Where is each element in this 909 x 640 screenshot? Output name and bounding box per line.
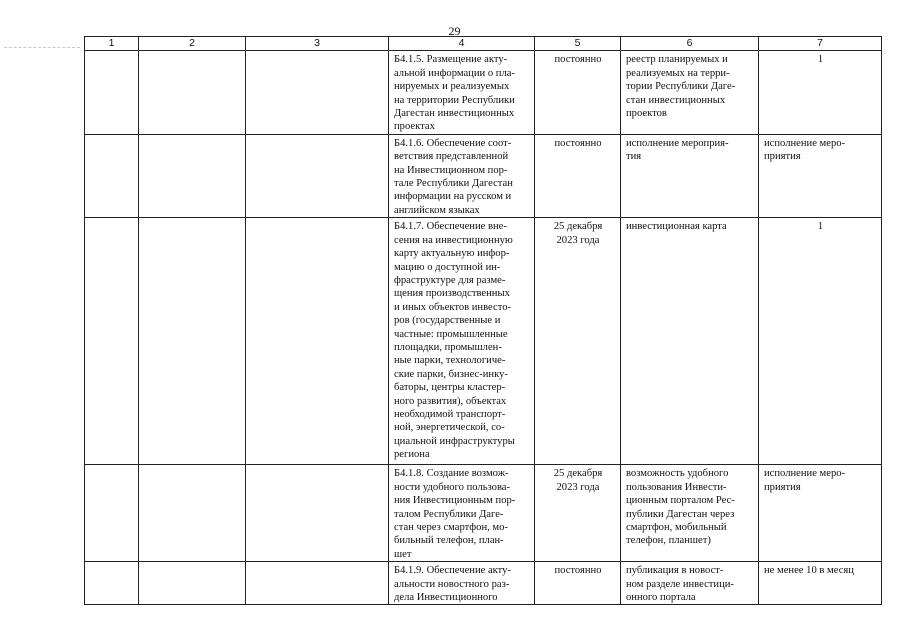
cell-empty: [85, 134, 139, 217]
measure-cell: Б4.1.5. Размещение акту- альной информации о пла- нируемых и реализуемых на территории Республики Дагестан инвестиционных проектах: [389, 51, 535, 134]
cell-empty: [246, 134, 389, 217]
cell-empty: [139, 562, 246, 605]
indicator-cell: исполнение меро- приятия: [759, 465, 882, 562]
measure-cell: Б4.1.8. Создание возмож- ности удобного пользова- ния Инвестиционным пор- талом Республики Даге- стан через смартфон, мо- бильный телефон, план- шет: [389, 465, 535, 562]
result-cell: публикация в новост- ном разделе инвестици- онного портала: [621, 562, 759, 605]
cell-empty: [139, 51, 246, 134]
measure-cell: Б4.1.6. Обеспечение соот- ветствия представленной на Инвестиционном пор- тале Республики Дагестан информации на русском и английском языках: [389, 134, 535, 217]
indicator-cell: 1: [759, 51, 882, 134]
cell-empty: [85, 465, 139, 562]
indicator-cell: исполнение меро- приятия: [759, 134, 882, 217]
measure-cell: Б4.1.7. Обеспечение вне- сения на инвестиционную карту актуальную инфор- мацию о доступной ин- фраструктуре для разме- щения производственных и иных объектов инвесто- ров (государственные и частные: промышленные площадки, промышлен- ные парки, технологиче- ские парки, бизнес-инку- баторы, центры кластер- ного развития), объектах необходимой транспорт- ной, энергетической, со- циальной инфраструктуры региона: [389, 218, 535, 465]
plan-table: [84, 36, 882, 605]
table-row: [85, 218, 882, 465]
cell-empty: [246, 562, 389, 605]
page-edge-marks: [4, 47, 80, 50]
deadline-cell: 25 декабря 2023 года: [535, 465, 621, 562]
cell-empty: [246, 51, 389, 134]
table-row: [85, 51, 882, 134]
column-header: 4: [389, 37, 535, 51]
cell-empty: [85, 218, 139, 465]
cell-empty: [85, 562, 139, 605]
table-row: [85, 134, 882, 217]
indicator-cell: не менее 10 в месяц: [759, 562, 882, 605]
indicator-cell: 1: [759, 218, 882, 465]
result-cell: исполнение мероприя- тия: [621, 134, 759, 217]
cell-empty: [246, 465, 389, 562]
deadline-cell: постоянно: [535, 562, 621, 605]
cell-empty: [85, 51, 139, 134]
measure-cell: Б4.1.9. Обеспечение акту- альности новостного раз- дела Инвестиционного: [389, 562, 535, 605]
result-cell: реестр планируемых и реализуемых на терри- тории Республики Даге- стан инвестиционных проектов: [621, 51, 759, 134]
table-row: [85, 562, 882, 605]
deadline-cell: постоянно: [535, 51, 621, 134]
result-cell: инвестиционная карта: [621, 218, 759, 465]
table-row: [85, 465, 882, 562]
page-number: 29: [448, 24, 461, 38]
cell-empty: [139, 218, 246, 465]
column-header: 2: [139, 37, 246, 51]
cell-empty: [139, 465, 246, 562]
deadline-cell: 25 декабря 2023 года: [535, 218, 621, 465]
table-header-row: [85, 37, 882, 51]
column-header: 3: [246, 37, 389, 51]
column-header: 6: [621, 37, 759, 51]
cell-empty: [139, 134, 246, 217]
result-cell: возможность удобного пользования Инвести- ционным порталом Рес- публики Дагестан через смартфон, мобильный телефон, планшет): [621, 465, 759, 562]
deadline-cell: постоянно: [535, 134, 621, 217]
column-header: 1: [85, 37, 139, 51]
column-header: 7: [759, 37, 882, 51]
column-header: 5: [535, 37, 621, 51]
cell-empty: [246, 218, 389, 465]
